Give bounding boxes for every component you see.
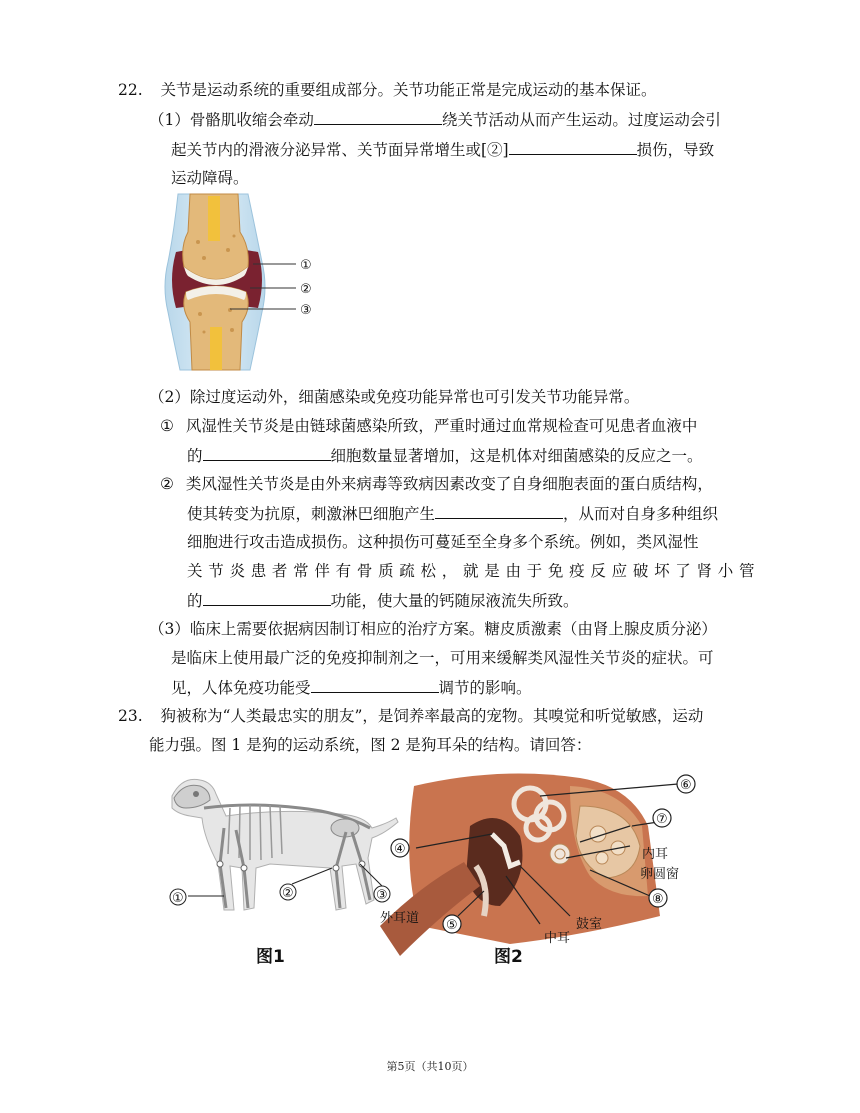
q22-i1-line2 <box>187 445 703 466</box>
q22-p3-line2 <box>171 648 714 668</box>
fig2-label-8: ⑧ <box>652 892 664 907</box>
fig1-label-1: ① <box>172 891 184 906</box>
q22-item2-text-b: 使其转变为抗原，刺激淋巴细胞产生 <box>187 505 436 523</box>
q22-item1-text-a: 风湿性关节炎是由链球菌感染所致，严重时通过血常规检查可见患者血液中 <box>185 417 698 435</box>
answer-blank-5[interactable] <box>203 590 331 606</box>
q22-i2-line2 <box>187 503 718 524</box>
q22-number: 22. <box>118 81 143 99</box>
fig2-text-ear-canal: 外耳道 <box>380 911 420 926</box>
joint-label-1: ① <box>300 258 312 273</box>
fig2-text-middle-ear: 中耳 <box>544 931 571 946</box>
q22-p1-line1 <box>149 109 721 130</box>
fig2-text-tympanic-cavity: 鼓室 <box>576 917 603 932</box>
q22-item2-text-e: 关节炎患者常伴有骨质疏松，就是由于免疫反应破坏了肾小管 <box>187 562 759 580</box>
q22-item2-number: ② <box>160 475 174 493</box>
answer-blank-2[interactable] <box>509 139 637 155</box>
joint-label-3: ③ <box>300 303 312 318</box>
fig2-label-7: ⑦ <box>656 812 668 827</box>
q22-p1-text-b: 绕关节活动从而产生运动。过度运动会引 <box>441 111 721 129</box>
fig1-label-2: ② <box>282 886 294 901</box>
q22-item1-text-c: 细胞数量显著增加，这是机体对细菌感染的反应之一。 <box>330 447 703 465</box>
q22-p1-line2 <box>171 139 714 160</box>
q22-item2-text-f: 的 <box>187 592 203 610</box>
joint-diagram <box>158 192 328 372</box>
q22-item2-text-c: ，从而对自身多种组织 <box>563 505 719 523</box>
fig2-text-inner-ear: 内耳 <box>642 847 669 862</box>
q22-p1-text-d: 损伤，导致 <box>636 141 715 159</box>
q22-p1-text-a: （1）骨骼肌收缩会牵动 <box>149 111 314 129</box>
page-footer: 第5页（共10页） <box>386 1060 474 1073</box>
dog-ear-figure <box>380 766 710 976</box>
q22-item1-number: ① <box>160 417 174 435</box>
answer-blank-3[interactable] <box>203 445 331 461</box>
q23-number: 23. <box>118 707 143 725</box>
q22-p3-line1 <box>149 619 717 639</box>
fig2-label-5: ⑤ <box>446 918 458 933</box>
q22-i2-line1 <box>160 474 713 494</box>
q22-p2-text: （2）除过度运动外，细菌感染或免疫功能异常也可引发关节功能异常。 <box>149 388 640 406</box>
q22-i2-line3 <box>187 532 699 552</box>
q22-intro-line <box>118 80 657 100</box>
q22-p3-text-d: 调节的影响。 <box>438 679 532 697</box>
fig2-text-oval-window: 卵圆窗 <box>640 867 680 882</box>
q22-p3-text-a: （3）临床上需要依据病因制订相应的治疗方案。糖皮质激素（由肾上腺皮质分泌） <box>149 620 717 638</box>
q22-i2-line4 <box>187 561 759 581</box>
fig2-caption: 图2 <box>494 947 523 967</box>
q22-item2-text-g: 功能，使大量的钙随尿液流失所致。 <box>330 592 579 610</box>
q22-i2-line5 <box>187 590 579 611</box>
dog-skeleton-figure <box>160 768 400 973</box>
q22-p1-text-c: 起关节内的滑液分泌异常、关节面异常增生或[②] <box>171 141 509 159</box>
q23-line2 <box>149 735 591 755</box>
q23-text-line2: 能力强。图 1 是狗的运动系统，图 2 是狗耳朵的结构。请回答： <box>149 736 592 754</box>
q22-p1-line3 <box>171 168 249 188</box>
q22-p2-line <box>149 387 639 407</box>
q22-item1-text-b: 的 <box>187 447 203 465</box>
fig1-label-3: ③ <box>376 888 388 903</box>
q22-item2-text-d: 细胞进行攻击造成损伤。这种损伤可蔓延至全身多个系统。例如，类风湿性 <box>187 533 699 551</box>
q22-p1-text-e: 运动障碍。 <box>171 169 249 187</box>
fig1-caption: 图1 <box>256 947 285 967</box>
fig2-label-6: ⑥ <box>680 778 692 793</box>
q22-item2-text-a: 类风湿性关节炎是由外来病毒等致病因素改变了自身细胞表面的蛋白质结构， <box>185 475 713 493</box>
answer-blank-4[interactable] <box>435 503 563 519</box>
joint-label-2: ② <box>300 282 312 297</box>
answer-blank-6[interactable] <box>311 677 439 693</box>
q22-intro-text: 关节是运动系统的重要组成部分。关节功能正常是完成运动的基本保证。 <box>160 81 657 99</box>
fig2-label-4: ④ <box>394 842 406 857</box>
q22-p3-text-b: 是临床上使用最广泛的免疫抑制剂之一，可用来缓解类风湿性关节炎的症状。可 <box>171 649 714 667</box>
q23-line1 <box>118 706 703 726</box>
q22-p3-text-c: 见，人体免疫功能受 <box>171 679 311 697</box>
q22-i1-line1 <box>160 416 697 436</box>
q22-p3-line3 <box>171 677 532 698</box>
answer-blank-1[interactable] <box>314 109 442 125</box>
q23-text-line1: 狗被称为“人类最忠实的朋友”，是饲养率最高的宠物。其嗅觉和听觉敏感，运动 <box>160 707 704 725</box>
